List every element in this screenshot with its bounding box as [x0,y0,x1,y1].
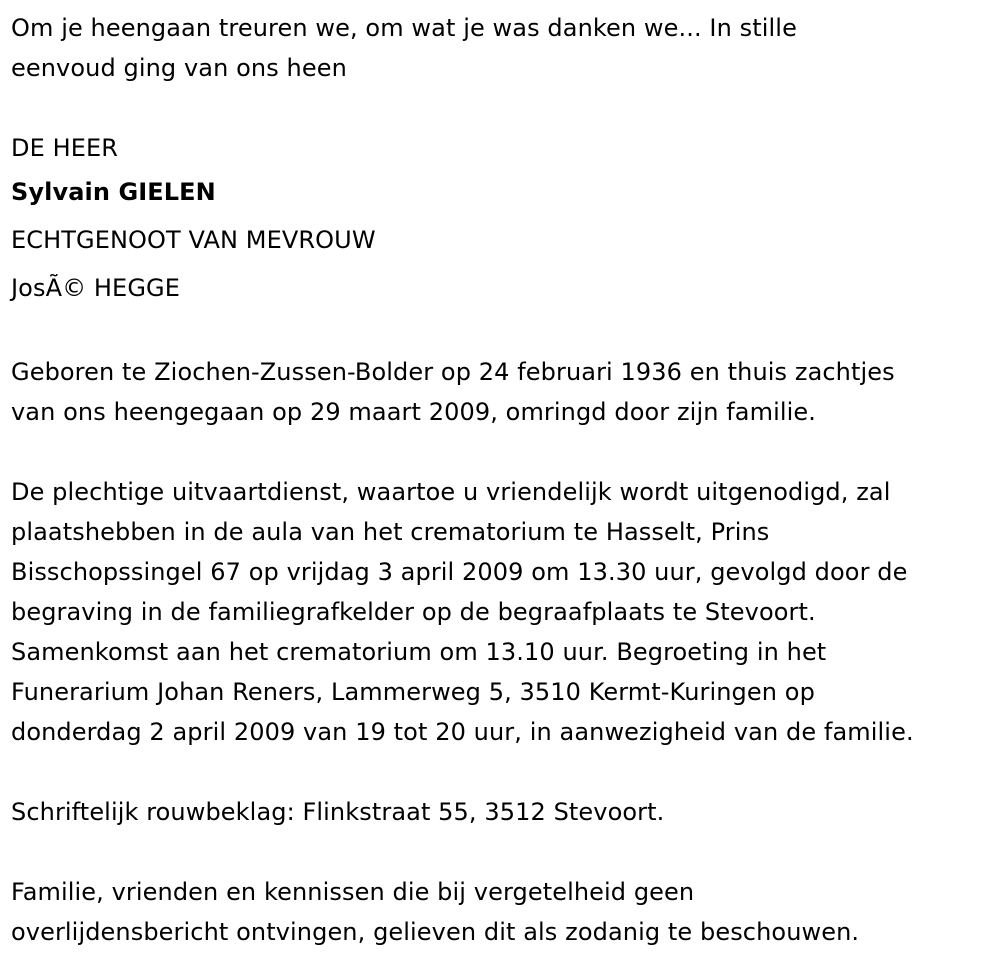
deceased-name: Sylvain GIELEN [11,178,216,206]
service-line-7: donderdag 2 april 2009 van 19 tot 20 uur, in aanwezigheid van de familie. [11,718,914,746]
intro-line-1: Om je heengaan treuren we, om wat je was danken we... In stille [11,14,797,42]
condolence-paragraph [11,792,1000,832]
closing-paragraph [11,872,1000,952]
spacer [11,752,1000,792]
condolence-line-1: Schriftelijk rouwbeklag: Flinkstraat 55, 3512 Stevoort. [11,798,665,826]
spacer [11,88,1000,128]
title-prefix: DE HEER [11,134,119,162]
birth-line-1: Geboren te Ziochen-Zussen-Bolder op 24 februari 1936 en thuis zachtjes [11,358,895,386]
intro-line-2: eenvoud ging van ons heen [11,54,347,82]
spacer [11,432,1000,472]
birth-paragraph [11,352,1000,432]
service-line-4: begraving in de familiegrafkelder op de begraafplaats te Stevoort. [11,598,816,626]
spouse-name: JosÃ© HEGGE [11,274,180,302]
service-line-6: Funerarium Johan Reners, Lammerweg 5, 3510 Kermt-Kuringen op [11,678,815,706]
spacer [11,832,1000,872]
service-line-2: plaatshebben in de aula van het crematorium te Hasselt, Prins [11,518,770,546]
deceased-title-block [11,128,1000,312]
closing-line-2: overlijdensbericht ontvingen, gelieven dit als zodanig te beschouwen. [11,918,860,946]
relation-label: ECHTGENOOT VAN MEVROUW [11,226,376,254]
service-line-3: Bisschopssingel 67 op vrijdag 3 april 2009 om 13.30 uur, gevolgd door de [11,558,908,586]
spacer [11,312,1000,352]
birth-line-2: van ons heengegaan op 29 maart 2009, omringd door zijn familie. [11,398,816,426]
intro-paragraph [11,8,1000,88]
service-paragraph [11,472,1000,752]
service-line-5: Samenkomst aan het crematorium om 13.10 uur. Begroeting in het [11,638,827,666]
closing-line-1: Familie, vrienden en kennissen die bij vergetelheid geen [11,878,695,906]
service-line-1: De plechtige uitvaartdienst, waartoe u vriendelijk wordt uitgenodigd, zal [11,478,891,506]
